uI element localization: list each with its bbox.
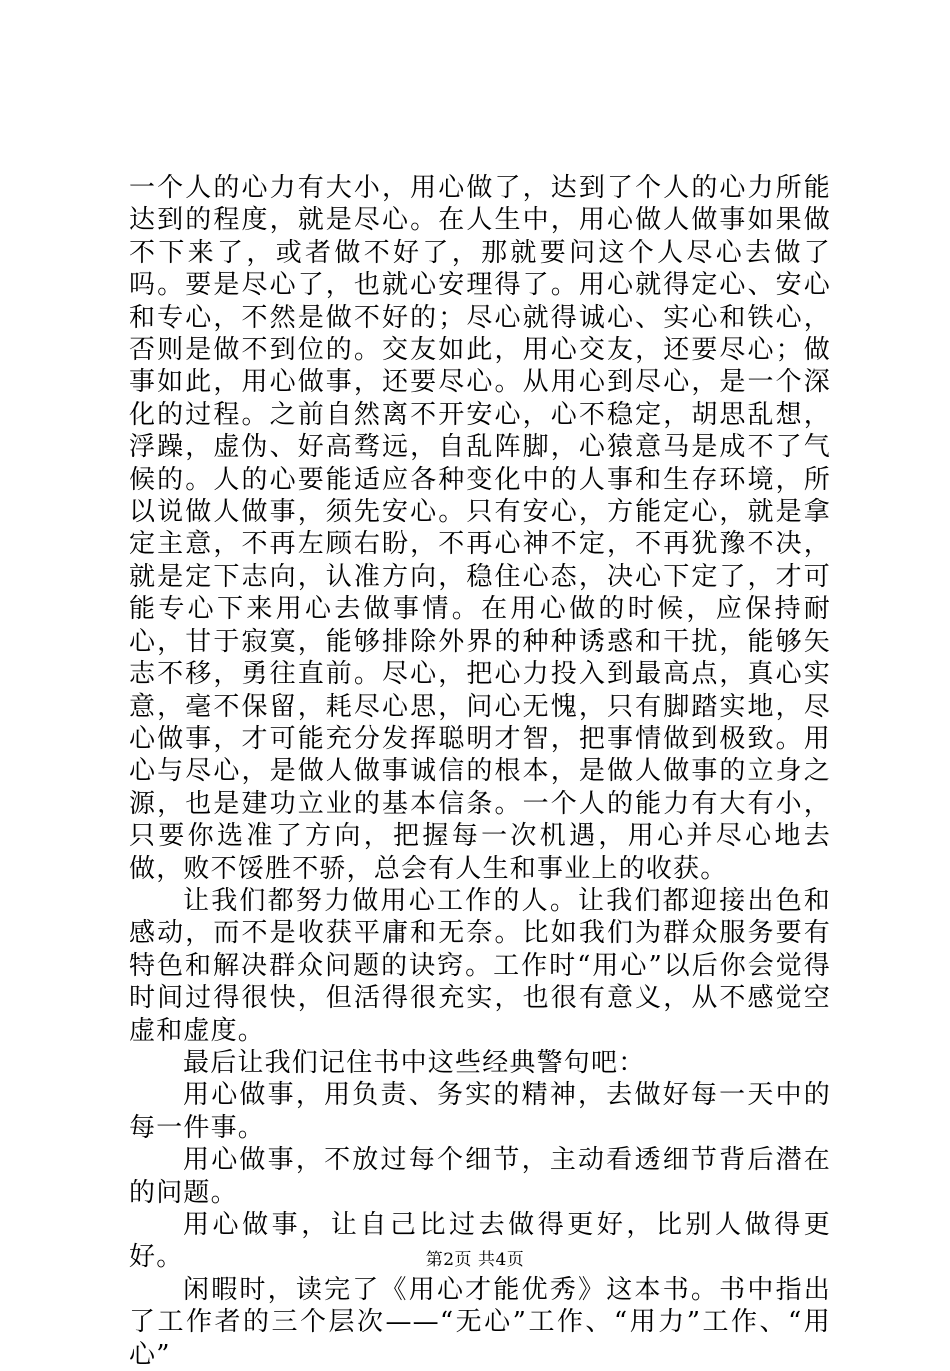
paragraph-3: 最后让我们记住书中这些经典警句吧： (183, 1047, 646, 1078)
paragraph-5: 用心做事，不放过每个细节，主动看透细节背后潜在的问题。 (129, 1145, 831, 1208)
body-text (129, 172, 831, 1371)
page-footer: 第2页 共4页 (425, 1250, 525, 1270)
paragraph-1: 一个人的心力有大小，用心做了，达到了个人的心力所能达到的程度，就是尽心。在人生中，用心做人做事如果做不下来了，或者做不好了，那就要问这个人尽心去做了吗。要是尽心了，也就心安理得了。用心就得定心、安心和专心，不然是做不好的；尽心就得诚心、实心和铁心，否则是做不到位的。交友如此，用心交友，还要尽心；做事如此，用心做事，还要尽心。从用心到尽心，是一个深化的过程。之前自然离不开安心，心不稳定，胡思乱想，浮躁，虚伪、好高骛远，自乱阵脚，心猿意马是成不了气候的。人的心要能适应各种变化中的人事和生存环境，所以说做人做事，须先安心。只有安心，方能定心，就是拿定主意，不再左顾右盼，不再心神不定，不再犹豫不决，就是定下志向，认准方向，稳住心态，决心下定了，才可能专心下来用心去做事情。在用心做的时候，应保持耐心，甘于寂寞，能够排除外界的种种诱惑和干扰，能够矢志不移，勇往直前。尽心，把心力投入到最高点，真心实意，毫不保留，耗尽心思，问心无愧，只有脚踏实地，尽心做事，才可能充分发挥聪明才智，把事情做到极致。用心与尽心，是做人做事诚信的根本，是做人做事的立身之源，也是建功立业的基本信条。一个人的能力有大有小，只要你选准了方向，把握每一次机遇，用心并尽心地去做，败不馁胜不骄，总会有人生和事业上的收获。 (129, 173, 831, 884)
paragraph-6: 用心做事，让自己比过去做得更好，比别人做得更好。 (129, 1210, 831, 1273)
paragraph-7: 闲暇时，读完了《用心才能优秀》这本书。书中指出了工作者的三个层次——“无心”工作、“用力”工作、“用心” (129, 1274, 831, 1370)
paragraph-2: 让我们都努力做用心工作的人。让我们都迎接出色和感动，而不是收获平庸和无奈。比如我们为群众服务要有特色和解决群众问题的诀窍。工作时“用心”以后你会觉得时间过得很快，但活得很充实，也很有意义，从不感觉空虚和虚度。 (129, 885, 831, 1046)
paragraph-4: 用心做事，用负责、务实的精神，去做好每一天中的每一件事。 (129, 1080, 831, 1143)
